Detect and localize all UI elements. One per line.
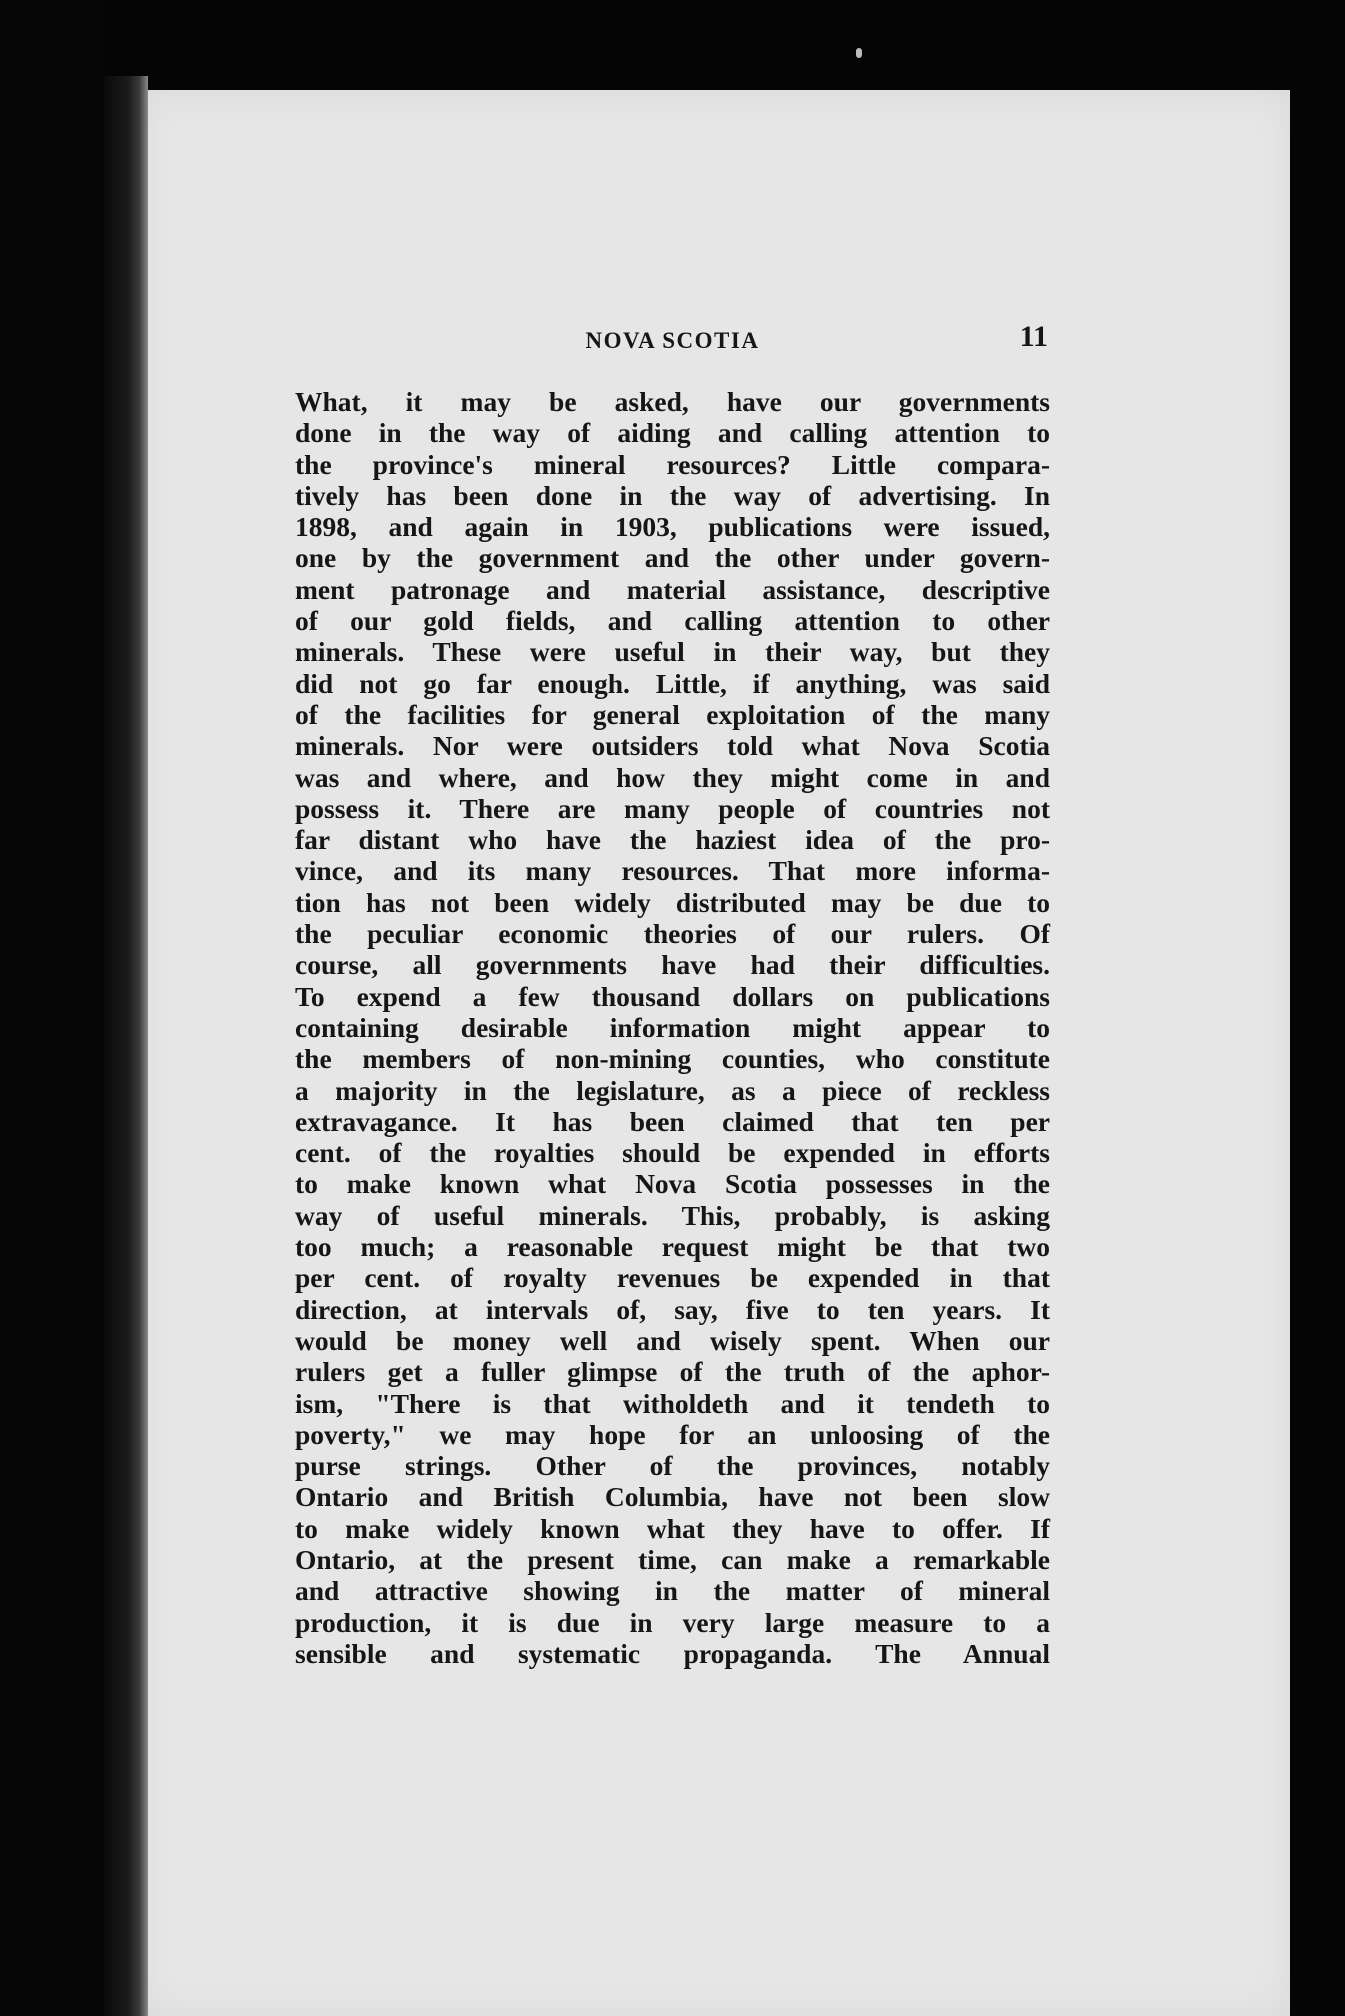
text-line: tion has not been widely distributed may be due to [295, 886, 1050, 918]
text-line: possess it. There are many people of countries not [295, 792, 1050, 824]
text-line: and attractive showing in the matter of mineral [295, 1575, 1050, 1607]
text-line: of the facilities for general exploitation of the many [295, 698, 1050, 730]
body-paragraph [295, 386, 1050, 1669]
text-line: per cent. of royalty revenues be expended in that [295, 1262, 1050, 1294]
text-line: production, it is due in very large measure to a [295, 1606, 1050, 1638]
text-line: too much; a reasonable request might be that two [295, 1231, 1050, 1263]
page-number: 11 [1019, 320, 1048, 353]
text-line: Ontario, at the present time, can make a remarkable [295, 1543, 1050, 1575]
text-line: far distant who have the haziest idea of the pro- [295, 824, 1050, 856]
text-line: containing desirable information might appear to [295, 1011, 1050, 1043]
text-line: ment patronage and material assistance, descriptive [295, 573, 1050, 605]
text-line: one by the government and the other under govern- [295, 542, 1050, 574]
text-line: the peculiar economic theories of our rulers. Of [295, 918, 1050, 950]
text-line: sensible and systematic propaganda. The Annual [295, 1637, 1050, 1669]
text-line: To expend a few thousand dollars on publications [295, 980, 1050, 1012]
text-line: rulers get a fuller glimpse of the truth of the aphor- [295, 1356, 1050, 1388]
text-line: minerals. These were useful in their way, but they [295, 636, 1050, 668]
page-text-block [295, 320, 1050, 1669]
text-line: of our gold fields, and calling attention to other [295, 605, 1050, 637]
text-line: did not go far enough. Little, if anything, was said [295, 667, 1050, 699]
text-line: the province's mineral resources? Little compara- [295, 448, 1050, 480]
text-line: cent. of the royalties should be expended in efforts [295, 1137, 1050, 1169]
text-line: tively has been done in the way of advertising. In [295, 479, 1050, 511]
text-line: would be money well and wisely spent. When our [295, 1324, 1050, 1356]
text-line: course, all governments have had their difficulties. [295, 949, 1050, 981]
running-title: NOVA SCOTIA [585, 328, 760, 353]
text-line: extravagance. It has been claimed that ten per [295, 1105, 1050, 1137]
text-line: done in the way of aiding and calling attention to [295, 417, 1050, 449]
text-line: purse strings. Other of the provinces, notably [295, 1450, 1050, 1482]
text-line: the members of non-mining counties, who constitute [295, 1043, 1050, 1075]
text-line: What, it may be asked, have our governments [295, 386, 1050, 417]
text-line: was and where, and how they might come in and [295, 761, 1050, 793]
text-line: ism, "There is that witholdeth and it tendeth to [295, 1387, 1050, 1419]
text-line: minerals. Nor were outsiders told what Nova Scotia [295, 730, 1050, 762]
text-line: a majority in the legislature, as a piece of reckless [295, 1074, 1050, 1106]
text-line: poverty," we may hope for an unloosing of the [295, 1418, 1050, 1450]
text-line: Ontario and British Columbia, have not been slow [295, 1481, 1050, 1513]
text-line: direction, at intervals of, say, five to ten years. It [295, 1293, 1050, 1325]
running-head [295, 320, 1050, 360]
scan-speck [856, 48, 862, 58]
text-line: to make known what Nova Scotia possesses in the [295, 1168, 1050, 1200]
text-line: vince, and its many resources. That more informa- [295, 855, 1050, 887]
book-spine-shadow [104, 76, 148, 2016]
facing-page-edge [0, 0, 104, 2016]
text-line: 1898, and again in 1903, publications were issued, [295, 511, 1050, 543]
text-line: way of useful minerals. This, probably, is asking [295, 1199, 1050, 1231]
text-line: to make widely known what they have to offer. If [295, 1512, 1050, 1544]
